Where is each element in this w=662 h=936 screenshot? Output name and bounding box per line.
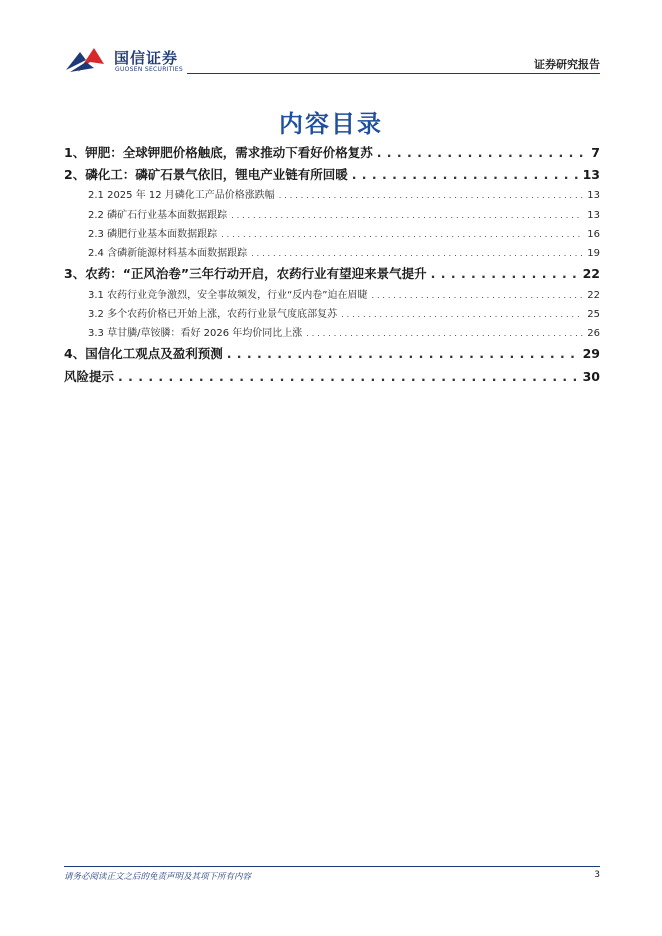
toc-entry-section-2-1[interactable]	[88, 186, 600, 201]
toc-entry-page: 26	[587, 328, 600, 339]
guosen-logo-icon	[64, 44, 108, 76]
toc-dot-leader	[279, 191, 583, 200]
toc-entry-section-2-2[interactable]	[88, 206, 600, 221]
footer-disclaimer: 请务必阅读正文之后的免责声明及其项下所有内容	[64, 872, 252, 882]
toc-entry-page: 19	[587, 248, 600, 259]
footer-page-number: 3	[594, 870, 600, 880]
toc-dot-leader	[251, 249, 583, 258]
toc-entry-label: 3、农药：“正风治卷”三年行动开启，农药行业有望迎来景气提升	[64, 266, 427, 281]
footer-divider	[64, 866, 600, 867]
toc-entry-section-2-3[interactable]	[88, 225, 600, 240]
toc-entry-page: 25	[587, 309, 600, 320]
toc-entry-label: 4、国信化工观点及盈利预测	[64, 346, 223, 361]
toc-entry-section-2[interactable]	[64, 165, 600, 183]
toc-entry-page: 7	[591, 145, 600, 160]
toc-dot-leader	[341, 310, 583, 319]
toc-entry-page: 29	[582, 346, 600, 361]
toc-entry-label: 3.2 多个农药价格已开始上涨，农药行业景气度底部复苏	[88, 309, 338, 320]
toc-entry-label: 风险提示	[64, 369, 115, 384]
toc-entry-page: 16	[587, 229, 600, 240]
toc-entry-section-2-4[interactable]	[88, 244, 600, 259]
header-divider	[187, 73, 600, 74]
report-type-label: 证券研究报告	[534, 58, 600, 71]
toc-dot-leader	[431, 266, 579, 281]
toc-entry-page: 22	[587, 290, 600, 301]
toc-entry-label: 2、磷化工：磷矿石景气依旧，锂电产业链有所回暖	[64, 167, 348, 182]
toc-entry-section-4[interactable]	[64, 344, 600, 362]
toc-entry-label: 2.1 2025 年 12 月磷化工产品价格涨跌幅	[88, 190, 275, 201]
toc-entry-section-3-3[interactable]	[88, 324, 600, 339]
toc-dot-leader	[371, 291, 583, 300]
logo-english-name: GUOSEN SECURITIES	[115, 66, 184, 73]
toc-dot-leader	[306, 329, 583, 338]
toc-entry-page: 13	[587, 210, 600, 221]
toc-entry-page: 30	[582, 369, 600, 384]
toc-entry-page: 13	[587, 190, 600, 201]
toc-entry-label: 2.4 含磷新能源材料基本面数据跟踪	[88, 248, 248, 259]
toc-entry-page: 13	[582, 167, 600, 182]
toc-entry-label: 2.3 磷肥行业基本面数据跟踪	[88, 229, 218, 240]
logo-chinese-name: 国信证券	[114, 49, 179, 67]
toc-dot-leader	[227, 346, 579, 361]
toc-dot-leader	[231, 211, 583, 220]
toc-entry-label: 1、钾肥：全球钾肥价格触底，需求推动下看好价格复苏	[64, 145, 373, 160]
toc-entry-label: 3.1 农药行业竞争激烈，安全事故频发，行业“反内卷”迫在眉睫	[88, 290, 368, 301]
toc-entry-section-3-1[interactable]	[88, 286, 600, 301]
toc-entry-section-3[interactable]	[64, 264, 600, 282]
toc-entry-risk-warning[interactable]	[64, 367, 600, 385]
toc-entry-section-3-2[interactable]	[88, 305, 600, 320]
toc-dot-leader	[221, 230, 583, 239]
toc-dot-leader	[118, 369, 579, 384]
toc-entry-page: 22	[582, 266, 600, 281]
toc-entry-section-1[interactable]	[64, 143, 600, 161]
toc-entry-label: 3.3 草甘膦/草铵膦：看好 2026 年均价同比上涨	[88, 328, 303, 339]
toc-title: 内容目录	[279, 110, 383, 138]
toc-entry-label: 2.2 磷矿石行业基本面数据跟踪	[88, 210, 228, 221]
toc-dot-leader	[377, 145, 588, 160]
toc-dot-leader	[352, 167, 579, 182]
